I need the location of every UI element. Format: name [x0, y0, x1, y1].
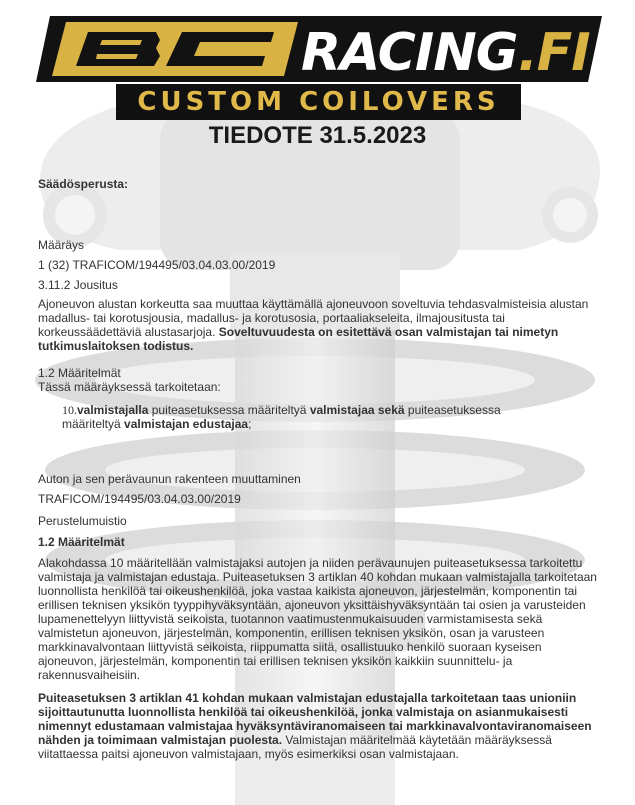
term-manufacturer: valmistajalla	[77, 403, 149, 417]
logo-brand-text: RACING	[301, 23, 518, 82]
logo-tagline-bar	[116, 84, 521, 120]
memo-label: Perustelumuistio	[38, 514, 127, 528]
svg-text:.FI: .FI	[518, 23, 590, 82]
definition-item-10	[62, 403, 552, 431]
section-heading-legal-basis: Säädösperusta:	[38, 177, 129, 191]
memo-paragraph-1: Alakohdassa 10 määritellään valmistajaksi autojen ja niiden perävaunujen puiteasetuksessa tarkoitettu valmistaja ja valmistajan edustaja. Puiteasetuksen 3 artiklan 40 kohdan mukaan valmistajalla tarkoitetaan luonnollista henkilöä tai oikeushenkilöä, joka vastaa kaikista ajoneuvon, järjestelmän, komponentin tai erillisen teknisen yksikön tyyppihyväksyntään, ajoneuvon yksittäishyväksyntään tai osien ja varusteiden lupamenettelyyn liittyvistä seikoista, tuotannon vaatimustenmukaisuuden varmistamisesta sekä valmistetun ajoneuvon, järjestelmän, komponentin, erillisen teknisen yksikön, osan ja varusteen markkinavalvontaan liittyvistä seikoista, riippumatta siitä, osallistuuko henkilö suoraan kyseisen ajoneuvon, järjestelmän, komponentin tai erillisen teknisen yksikön kaikkiin suunnittelu- ja rakennusvaiheisiin.	[38, 556, 597, 682]
brand-logo	[36, 14, 604, 120]
item-text-1: puiteasetuksessa määriteltyä	[151, 403, 307, 417]
item-number: 10.	[62, 403, 77, 417]
document-reference: TRAFICOM/194495/03.04.03.00/2019	[38, 492, 241, 506]
regulation-section: 3.11.2 Jousitus	[38, 278, 118, 292]
logo-tagline: CUSTOM COILOVERS	[137, 87, 500, 117]
memo-paragraph-2-emphasis: Puiteasetuksen 3 artiklan 41 kohdan mukaan valmistajan edustajalla tarkoitetaan taas unioniin sijoittautunutta luonnollista henkilöä tai oikeushenkilöä, jonka valmistaja on asianmukaisesti nimennyt edustamaan valmistajaa hyväksyntäviranomaiseen tai markkinavalvontaviranomaiseen nähden ja toimimaan valmistajan puolesta.	[38, 691, 592, 747]
page-title: TIEDOTE 31.5.2023	[208, 122, 427, 149]
memo-paragraph-2-text: Valmistajan määritelmää käytetään määräyksessä viitattaessa paitsi ajoneuvon valmistajaan, myös esimerkiksi osan valmistajaan.	[38, 733, 552, 761]
memo-definitions-heading: 1.2 Määritelmät	[38, 535, 125, 549]
bcracing-logo-wordmark	[36, 14, 604, 82]
term-manufacturer-and: valmistajaa sekä	[309, 403, 405, 417]
document-title: Auton ja sen perävaunun rakenteen muuttaminen	[38, 472, 301, 486]
item-end: ;	[248, 417, 252, 431]
regulation-label: Määräys	[38, 238, 85, 252]
memo-paragraph-2	[38, 691, 598, 761]
definitions-heading: 1.2 Määritelmät	[38, 366, 121, 380]
suspension-paragraph-text: Ajoneuvon alustan korkeutta saa muuttaa käyttämällä ajoneuvoon soveltuvia tehdasvalmisteisia alustan madallus- tai korotusjousia, madallus- ja korotusosia, portaaliakseleita, ilmajousitusta tai korkeussäädettäviä alustasarjoja.	[38, 297, 589, 339]
regulation-reference: 1 (32) TRAFICOM/194495/03.04.03.00/2019	[38, 258, 276, 272]
definitions-intro: Tässä määräyksessä tarkoitetaan:	[38, 380, 221, 394]
term-manufacturer-representative: valmistajan edustajaa	[124, 417, 249, 431]
suspension-paragraph	[38, 297, 598, 353]
item-text-2: puiteasetuksessa määriteltyä	[62, 403, 501, 431]
suspension-paragraph-emphasis: Soveltuvuudesta on esitettävä osan valmistajan tai nimetyn tutkimuslaitoksen todistus.	[38, 325, 559, 353]
